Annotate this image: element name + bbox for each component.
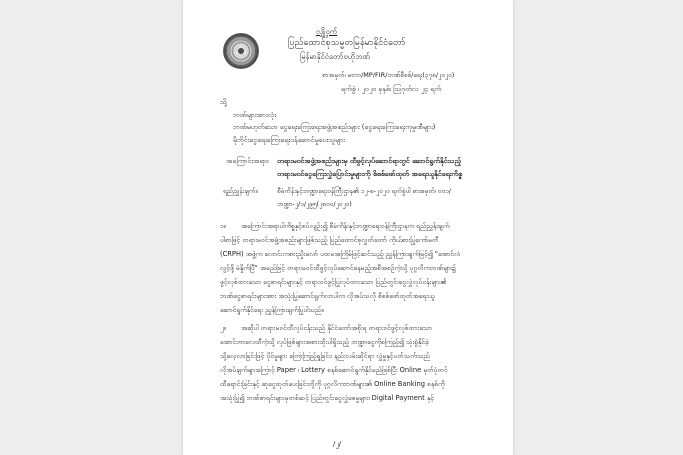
classification-label: လျှို့ဝှက် bbox=[316, 27, 338, 36]
addressee-line: ဘဏ်မဟုတ်သော ငွေရေးကြေးရေးအဖွဲ့အစည်းများ (ငွေရေးကြေးရေးကုမ္ပဏီများ) bbox=[233, 123, 436, 131]
letter-date: ရက်စွဲ ၊ ၂၀၂၀ ခုနှစ်၊ ဩဂုတ်လ ၂၄ ရက် bbox=[341, 85, 442, 93]
paragraph-line: ပါစာဖြင့် တရားမဝင်အဖွဲ့အစည်းများဖြစ်သည့် ပြည်ထောင်စုလွှတ်တော် ကိုယ်စားပြုကော်မတီ bbox=[220, 236, 439, 244]
paragraph-line: ဖွင့်လှစ်ထားသော ငွေစာရင်းများနှင့် တရားဝင်ဖွင့်ပြုလုပ်ထားသော ပြည်တွင်းငွေလွှဲလုပ်ငန်းများ၏ bbox=[220, 278, 447, 286]
subject-label: အကြောင်းအရာ။ bbox=[226, 157, 269, 165]
paragraph-line: အကြောင်းအရာပါကိစ္စနှင့်စပ်လျဉ်း၍ စီမံကိန်းနှင့်ဘဏ္ဍာရေးဝန်ကြီးဌာနက ရည်ညွှန်းချက် bbox=[241, 222, 450, 230]
document-page bbox=[183, 0, 513, 455]
paragraph-number: ၁။ bbox=[220, 222, 227, 230]
paragraph-line: အောင်ဘာလေထီကဲ့သို့ လုပ်ဖြစ်များအစားထိုးပါရှိသည့် ဘဏ္ဍာငွေကိုစကြည့်၍ သုံးစွဲနိုင်ခဲ့ bbox=[220, 338, 429, 346]
letter-reference: စာအမှတ်၊ မဗဘ/MP/FIR/ဘဏ်စီစစ်/ရေး(၃၇၈/၂၀၂၀) bbox=[322, 71, 455, 79]
to-label: သို့ bbox=[220, 98, 227, 106]
paragraph-line: အဆိုပါ တရားမဝင်ထီလုပ်ငန်းသည် နိုင်ငံတော်အစိုးရ တရားဝင်ဖွင့်လှစ်ထားသော bbox=[241, 324, 432, 332]
addressee-line: ဘဏ်များအားလုံး bbox=[233, 111, 276, 119]
paragraph-line: ဆောင်ရွက်နိုင်ရေး ညွှန်ကြားချက်ပြုပါသည်။ bbox=[220, 306, 324, 314]
paragraph-line: လိုအပ်ချက်များကြောင့် Paper ၊ Lottery စနစ်ဆောင်ရွက်နိုင်မည်ဖြစ်ပြီး Online မှတ်ပုံတင် bbox=[220, 366, 448, 374]
paragraph-line: သို့လေ့လာခြင်းဖြင့် ပိုင်မှုများ ကြေးကြည့်ရှုခြင်း၊ နည်းလမ်းဆိုင်ရာ လွှဲမှုနှင့်ပတ်သက်သည် bbox=[220, 352, 430, 360]
subject-line: တရားမဝင်ငွေကြေးလွှဲပြောင်းမှုများကို စိစစ်ဖော်ထုတ် အရေးယူနိုင်ရေးကိစ္စ bbox=[277, 170, 463, 178]
addressee-line: မိုဘိုင်းငွေရေးကြေးရေးဝန်ဆောင်မှုပေးသူများ bbox=[233, 136, 345, 144]
reference-line: ဘဏ္ဍာ-၂/၁/၂၉၅(၂၈၀၀/၂၀၂၀) bbox=[277, 200, 352, 208]
paragraph-line: ဘဏ်ငွေစာရင်းများအား အသုံးပြုဆောင်ရွက်လာပါက လိုအပ်သလို စိစစ်ဖော်ထုတ်အရေးယူ bbox=[220, 292, 435, 300]
paragraph-line: အသုံးပြု၍ ဘဏ်စာရင်းများမှတစ်ဆင့် ပြည်တွင်းငွေလွှဲစေမှုများ၊ Digital Payment နှင့် bbox=[220, 394, 435, 402]
paragraph-line: (CRPH) အဖွဲ့က လောင်းကစားညှိုးလော် ပထမအကြိမ်ဖြင့်ဆင်သည့် ညွှန်ကြားချက်မြင့်၍ "အောင်လံ bbox=[220, 250, 461, 258]
state-seal-icon bbox=[223, 33, 259, 69]
reference-label: ရည်ညွှန်းချက်။ bbox=[223, 187, 258, 195]
reference-line: စီမံကိန်းနှင့်ဘဏ္ဍာရေးဝန်ကြီးဌာန၏ ၁၂-၈-၂၀၂၀ ရက်စွဲပါ စာအမှတ်၊ ၀၀၁/ bbox=[277, 187, 451, 195]
issuer-heading: မြန်မာနိုင်ငံတော်ဗဟိုဘဏ် bbox=[300, 52, 370, 61]
paragraph-line: လွင့်ဖို့ မဲနှိုက်ပြီ" အမည်ဖြင့် တရားမဝင်ထီဖွင့်လုပ်ဆောင်နေမည့်အစီအစဉ်ကဲ့သို့ ပုဂ္ဂလိကဘဏ်များ၌ bbox=[220, 264, 457, 272]
paragraph-number: ၂။ bbox=[220, 324, 226, 332]
subject-line: တရားမဝင်အဖွဲ့အစည်းများမှ ထီဖွင့်လုပ်ဆောင်ရာတွင် ဆောင်ရွက်နိုင်သည့် bbox=[277, 157, 462, 165]
paragraph-line: ထီရောင်းခြင်းနှင့် ဆုငွေထုတ်ပေးခြင်းတို့ကို ပုဂ္ဂလိကဘဏ်များ၏ Online Banking စနစ်ကို bbox=[220, 380, 445, 388]
government-heading: ပြည်ထောင်စုသမ္မတမြန်မာနိုင်ငံတော် bbox=[288, 38, 406, 48]
page-continuation: /၂/ bbox=[333, 440, 342, 448]
